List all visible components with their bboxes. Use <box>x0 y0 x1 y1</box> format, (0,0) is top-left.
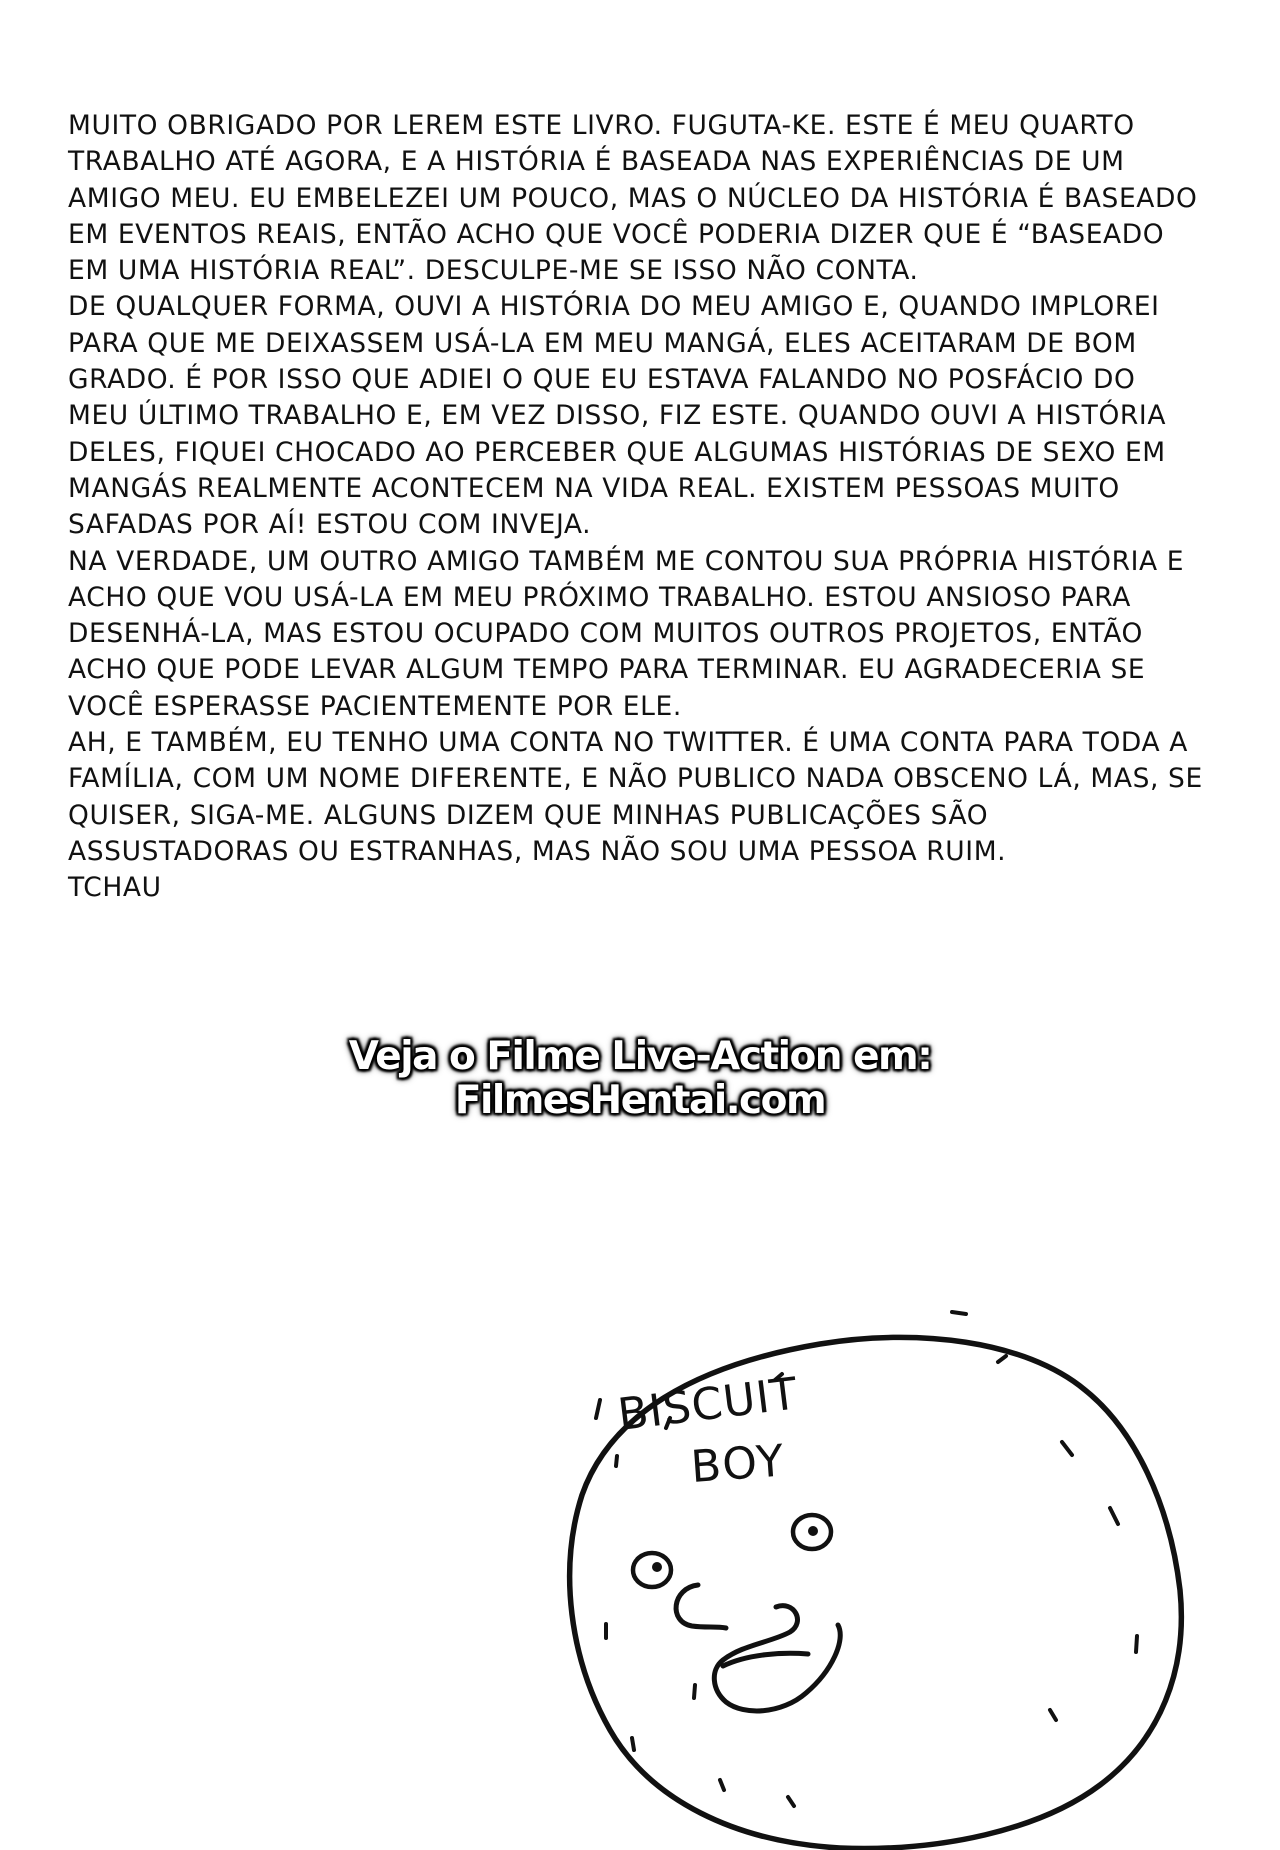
biscuit-dot <box>1050 1710 1056 1720</box>
biscuit-mouth-inner <box>723 1653 808 1666</box>
watermark <box>0 1035 1280 1123</box>
afterword-text <box>68 108 1248 907</box>
biscuit-dot <box>694 1685 695 1698</box>
biscuit-nose <box>676 1585 726 1628</box>
left-pupil <box>652 1562 662 1572</box>
right-pupil <box>808 1526 818 1536</box>
biscuit-dot <box>1136 1636 1137 1652</box>
watermark-site: FilmesHentai.com <box>454 1078 826 1123</box>
biscuit-mouth-outer <box>714 1606 840 1711</box>
biscuit-dot <box>788 1797 794 1806</box>
biscuit-label-line1: BISCUIT <box>615 1368 801 1441</box>
biscuit-dot <box>998 1356 1006 1362</box>
biscuit-dot <box>1062 1442 1072 1455</box>
afterword-paragraph-1: MUITO OBRIGADO POR LEREM ESTE LIVRO. FUGUTA-KE. ESTE É MEU QUARTO TRABALHO ATÉ AGORA, E A HISTÓRIA É BASEADA NAS EXPERIÊNCIAS DE UM AMIGO MEU. EU EMBELEZEI UM POUCO, MAS O NÚCLEO DA HISTÓRIA É BASEADO EM EVENTOS REAIS, ENTÃO ACHO QUE VOCÊ PODERIA DIZER QUE É “BASEADO EM UMA HISTÓRIA REAL”. DESCULPE-ME SE ISSO NÃO CONTA. <box>68 110 1198 287</box>
biscuit-dot <box>952 1312 966 1314</box>
afterword-sign-off: TCHAU <box>68 872 162 904</box>
afterword-paragraph-3: NA VERDADE, UM OUTRO AMIGO TAMBÉM ME CONTOU SUA PRÓPRIA HISTÓRIA E ACHO QUE VOU USÁ-LA EM MEU PRÓXIMO TRABALHO. ESTOU ANSIOSO PARA DESENHÁ-LA, MAS ESTOU OCUPADO COM MUITOS OUTROS PROJETOS, ENTÃO ACHO QUE PODE LEVAR ALGUM TEMPO PARA TERMINAR. EU AGRADECERIA SE VOCÊ ESPERASSE PACIENTEMENTE POR ELE. <box>68 545 1185 722</box>
biscuit-dot <box>616 1456 617 1466</box>
quote-mark <box>596 1400 600 1418</box>
biscuit-dot <box>1110 1508 1118 1524</box>
biscuit-boy-illustration <box>520 1270 1240 1850</box>
biscuit-dot <box>720 1780 724 1790</box>
left-eye <box>633 1553 671 1587</box>
watermark-line-1: Veja o Filme Live-Action em: <box>348 1034 932 1079</box>
biscuit-boy-drawing <box>520 1270 1240 1850</box>
afterword-paragraph-4: AH, E TAMBÉM, EU TENHO UMA CONTA NO TWITTER. É UMA CONTA PARA TODA A FAMÍLIA, COM UM NOME DIFERENTE, E NÃO PUBLICO NADA OBSCENO LÁ, MAS, SE QUISER, SIGA-ME. ALGUNS DIZEM QUE MINHAS PUBLICAÇÕES SÃO ASSUSTADORAS OU ESTRANHAS, MAS NÃO SOU UMA PESSOA RUIM. <box>68 727 1203 867</box>
biscuit-dot <box>632 1738 634 1750</box>
afterword-paragraph-2: DE QUALQUER FORMA, OUVI A HISTÓRIA DO MEU AMIGO E, QUANDO IMPLOREI PARA QUE ME DEIXASSEM USÁ-LA EM MEU MANGÁ, ELES ACEITARAM DE BOM GRADO. É POR ISSO QUE ADIEI O QUE EU ESTAVA FALANDO NO POSFÁCIO DO MEU ÚLTIMO TRABALHO E, EM VEZ DISSO, FIZ ESTE. QUANDO OUVI A HISTÓRIA DELES, FIQUEI CHOCADO AO PERCEBER QUE ALGUMAS HISTÓRIAS DE SEXO EM MANGÁS REALMENTE ACONTECEM NA VIDA REAL. EXISTEM PESSOAS MUITO SAFADAS POR AÍ! ESTOU COM INVEJA. <box>68 291 1167 541</box>
biscuit-label-line2: BOY <box>689 1435 788 1493</box>
